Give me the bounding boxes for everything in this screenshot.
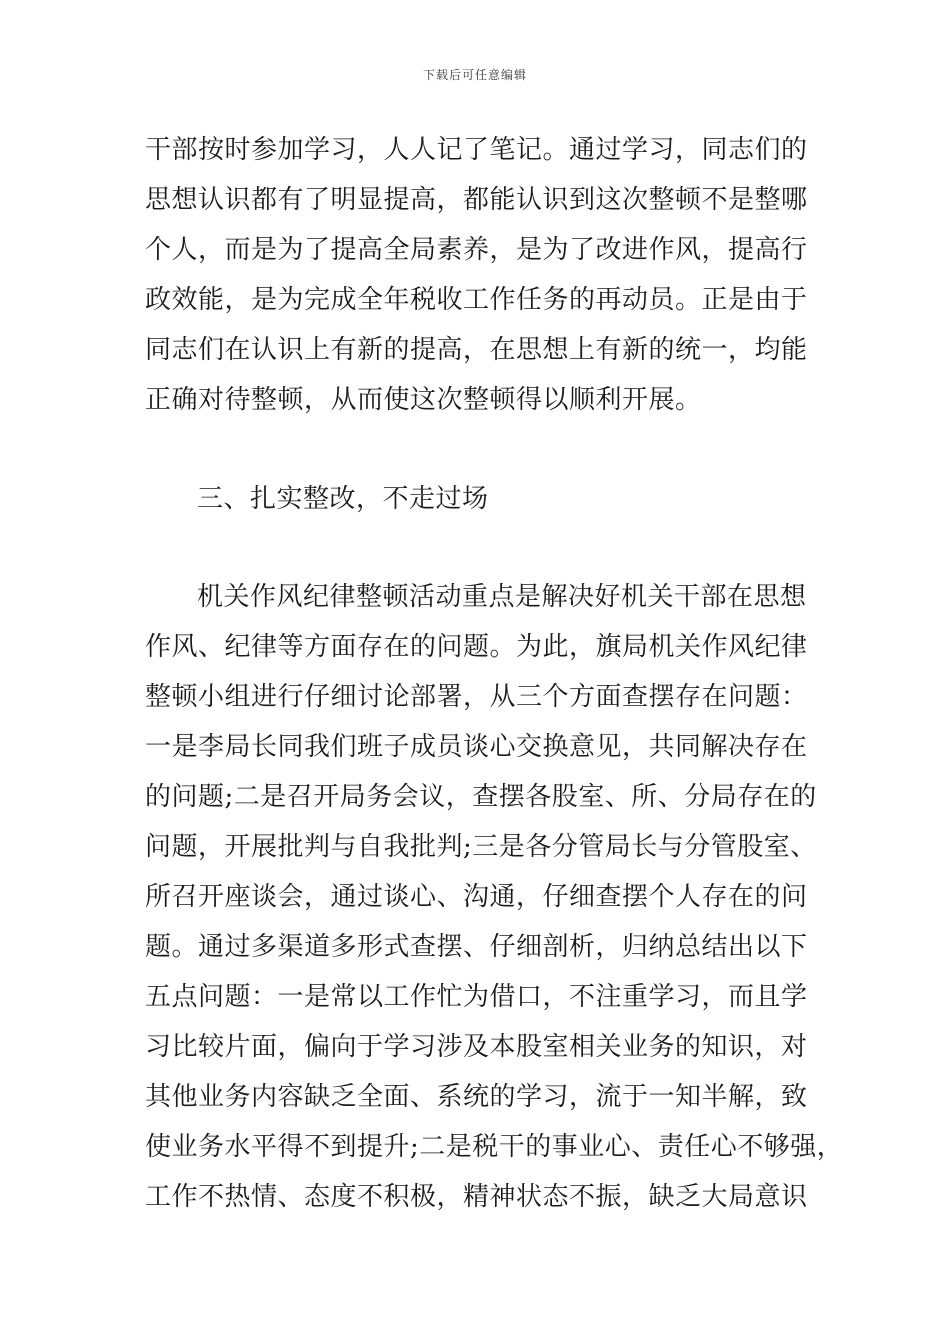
paragraph1-line-6: 正确对待整顿，从而使这次整顿得以顺利开展。: [145, 385, 702, 415]
paragraph2-line-9: 五点问题：一是常以工作忙为借口，不注重学习，而且学: [145, 982, 808, 1012]
paragraph2-line-11: 其他业务内容缺乏全面、系统的学习，流于一知半解，致: [145, 1082, 808, 1112]
header-note: 下载后可任意编辑: [422, 68, 527, 82]
paragraph1-line-1: 干部按时参加学习，人人记了笔记。通过学习，同志们的: [145, 135, 808, 165]
paragraph2-line-4: 一是李局长同我们班子成员谈心交换意见，共同解决存在: [145, 732, 808, 762]
paragraph2-line-6: 问题，开展批判与自我批判;三是各分管局长与分管股室、: [145, 832, 817, 862]
paragraph1-line-3: 个人，而是为了提高全局素养，是为了改进作风，提高行: [145, 235, 808, 265]
paragraph2-line-8: 题。通过多渠道多形式查摆、仔细剖析，归纳总结出以下: [145, 932, 808, 962]
paragraph2-line-10: 习比较片面，偏向于学习涉及本股室相关业务的知识，对: [145, 1032, 808, 1062]
paragraph2-line-13: 工作不热情、态度不积极，精神状态不振，缺乏大局意识: [145, 1182, 808, 1212]
paragraph2-line-3: 整顿小组进行仔细讨论部署，从三个方面查摆存在问题：: [145, 682, 808, 712]
paragraph1-line-4: 政效能，是为完成全年税收工作任务的再动员。正是由于: [145, 285, 808, 315]
paragraph2-line-5: 的问题;二是召开局务会议，查摆各股室、所、分局存在的: [145, 782, 817, 812]
paragraph1-line-5: 同志们在认识上有新的提高，在思想上有新的统一，均能: [145, 335, 808, 365]
paragraph2-line-2: 作风、纪律等方面存在的问题。为此，旗局机关作风纪律: [145, 632, 808, 662]
paragraph2-line-1: 机关作风纪律整顿活动重点是解决好机关干部在思想: [197, 582, 807, 612]
section-heading: 三、扎实整改，不走过场: [197, 484, 489, 514]
paragraph2-line-7: 所召开座谈会，通过谈心、沟通，仔细查摆个人存在的问: [145, 882, 808, 912]
paragraph2-line-12: 使业务水平得不到提升;二是税干的事业心、责任心不够强，: [145, 1132, 844, 1162]
paragraph1-line-2: 思想认识都有了明显提高，都能认识到这次整顿不是整哪: [145, 185, 808, 215]
